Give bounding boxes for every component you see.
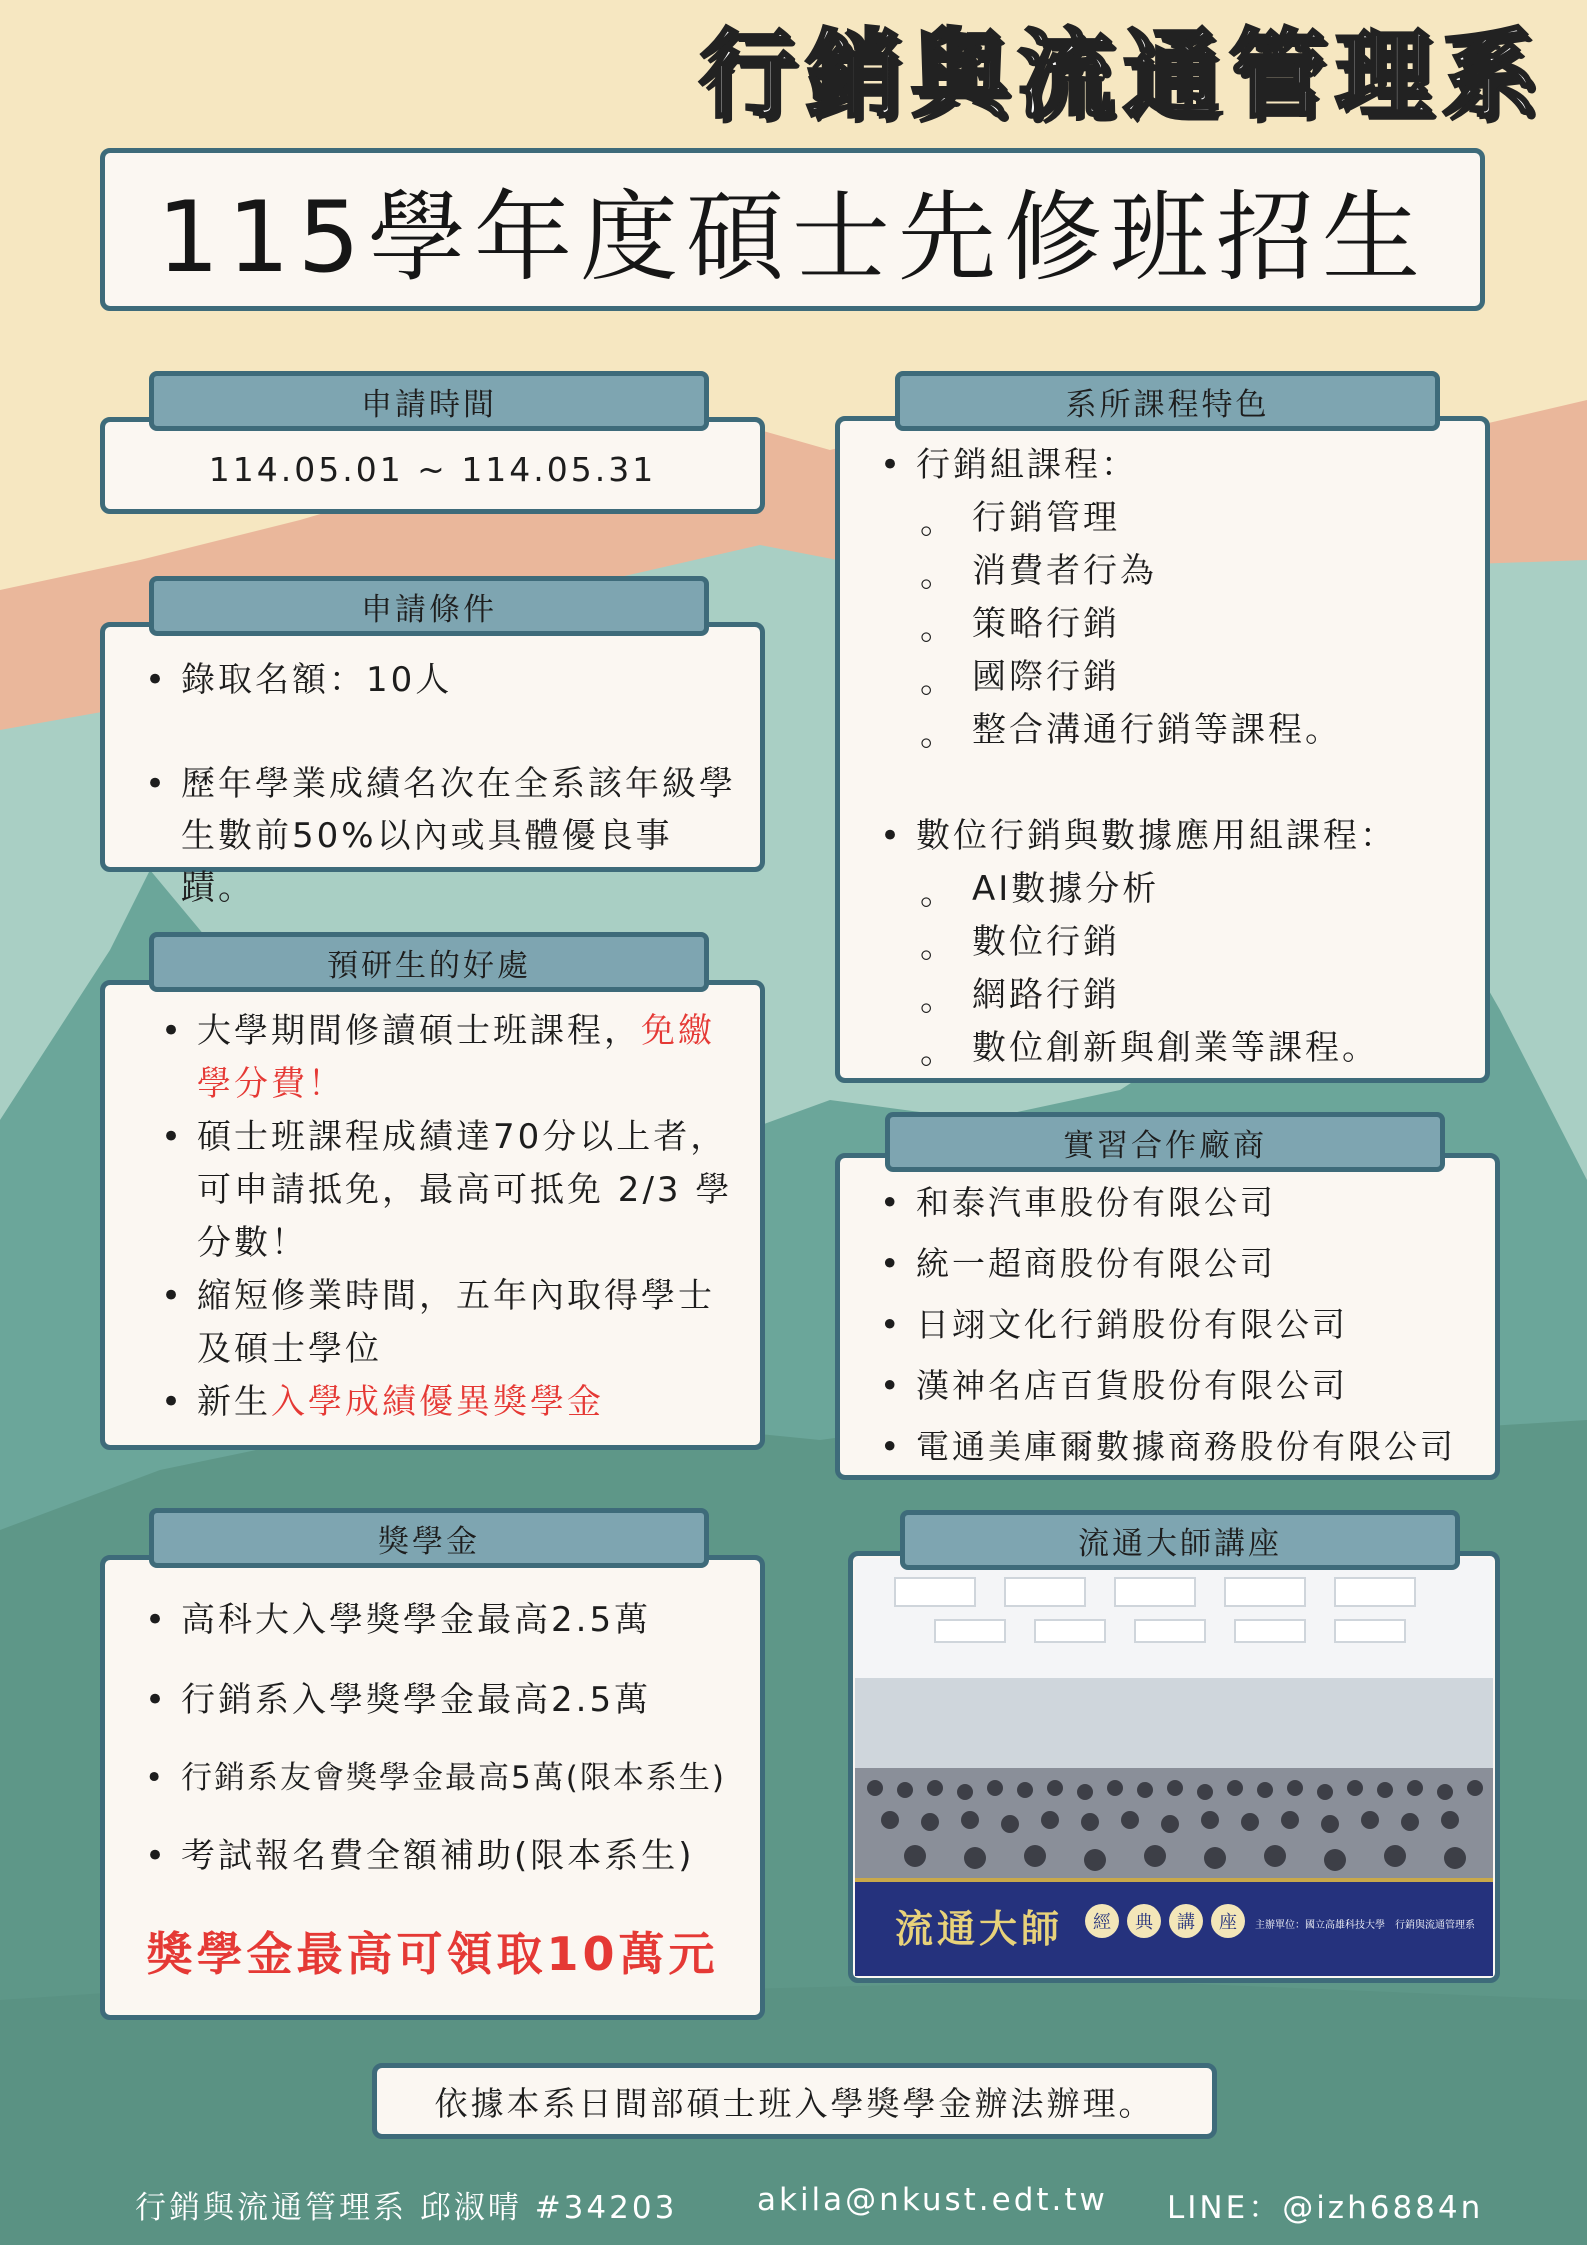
course-item: 。 網路行銷 — [920, 969, 1471, 1022]
course-item: 。 整合溝通行銷等課程。 — [920, 704, 1471, 757]
note-box — [372, 2063, 1217, 2139]
list-item: • 和泰汽車股份有限公司 — [880, 1172, 1485, 1233]
department-title: 行銷與流通管理系 — [699, 19, 1547, 131]
partners-list — [880, 1172, 1485, 1477]
course-item: 。 消費者行為 — [920, 545, 1471, 598]
scholarship-list — [145, 1596, 750, 1880]
list-item: • 碩士班課程成績達70分以上者，可申請抵免，最高可抵免 2/3 學分數！ — [161, 1111, 740, 1270]
list-item: • 高科大入學獎學金最高2.5萬 — [145, 1596, 750, 1676]
course-item: 。 數位創新與創業等課程。 — [920, 1022, 1471, 1075]
banner-char: 典 — [1127, 1904, 1161, 1938]
footer-email[interactable]: akila@nkust.edt.tw — [757, 2182, 1108, 2218]
banner-host: 主辦單位：國立高雄科技大學 — [1255, 1920, 1385, 1931]
lecture-tab: 流通大師講座 — [900, 1510, 1460, 1570]
course-item: 。 策略行銷 — [920, 598, 1471, 651]
banner-char: 座 — [1211, 1904, 1245, 1938]
course-group-2 — [880, 810, 1471, 863]
application-period-tab: 申請時間 — [149, 371, 709, 431]
requirements-list — [145, 654, 746, 914]
benefit-text: 大學期間修讀碩士班課程， — [197, 1011, 641, 1051]
footer-line: LINE：@izh6884n — [1167, 2190, 1484, 2226]
banner-dept: 行銷與流通管理系 — [1395, 1920, 1475, 1931]
banner-chars — [1085, 1904, 1245, 1938]
course-group-1 — [880, 439, 1471, 492]
course-item: 。 國際行銷 — [920, 651, 1471, 704]
list-item: • 錄取名額：10人 — [145, 654, 746, 706]
list-item — [161, 1005, 740, 1111]
list-item: • 電通美庫爾數據商務股份有限公司 — [880, 1416, 1485, 1477]
application-period-card — [100, 417, 765, 514]
course-group-title: • 行銷組課程： — [880, 439, 1471, 492]
benefits-card — [100, 980, 765, 1450]
benefits-list — [161, 1005, 740, 1429]
list-item: • 縮短修業時間，五年內取得學士及碩士學位 — [161, 1270, 740, 1376]
course-group-title: • 數位行銷與數據應用組課程： — [880, 810, 1471, 863]
requirements-card — [100, 622, 765, 908]
benefits-tab: 預研生的好處 — [149, 932, 709, 992]
partners-tab: 實習合作廠商 — [885, 1112, 1445, 1172]
list-item: • 日翊文化行銷股份有限公司 — [880, 1294, 1485, 1355]
list-item: • 漢神名店百貨股份有限公司 — [880, 1355, 1485, 1416]
list-item: • 統一超商股份有限公司 — [880, 1233, 1485, 1294]
partners-card — [835, 1153, 1500, 1480]
requirements-tab: 申請條件 — [149, 576, 709, 636]
list-item: • 歷年學業成績名次在全系該年級學生數前50%以內或具體優良事蹟。 — [145, 758, 746, 914]
banner-char: 講 — [1169, 1904, 1203, 1938]
list-item: • 考試報名費全額補助(限本系生) — [145, 1832, 750, 1880]
benefit-text: 新生 — [197, 1382, 271, 1422]
list-item — [161, 1376, 740, 1429]
scholarship-card — [100, 1555, 765, 2020]
footer-contact: 行銷與流通管理系 邱淑晴 #34203 — [135, 2190, 678, 2226]
benefit-highlight: 入學成績優異獎學金 — [271, 1382, 604, 1422]
course-item: 。 行銷管理 — [920, 492, 1471, 545]
lecture-photo — [855, 1558, 1493, 1976]
list-item: • 行銷系友會獎學金最高5萬(限本系生) — [145, 1754, 750, 1832]
course-list-1 — [920, 492, 1471, 757]
application-dates: 114.05.01 ~ 114.05.31 — [208, 450, 657, 489]
courses-tab: 系所課程特色 — [895, 371, 1440, 431]
course-list-2 — [920, 863, 1471, 1075]
benefit-highlight: 免繳學分費！ — [197, 1011, 715, 1104]
courses-content — [880, 439, 1471, 1075]
scholarship-highlight: 獎學金最高可領取10萬元 — [146, 1927, 719, 1981]
banner-char: 經 — [1085, 1904, 1119, 1938]
list-item: • 行銷系入學獎學金最高2.5萬 — [145, 1676, 750, 1754]
course-item: 。 數位行銷 — [920, 916, 1471, 969]
note-text: 依據本系日間部碩士班入學獎學金辦法辦理。 — [434, 2083, 1155, 2123]
main-title: 115學年度碩士先修班招生 — [100, 148, 1485, 311]
scholarship-tab: 獎學金 — [149, 1508, 709, 1568]
courses-card — [835, 416, 1490, 1083]
course-item: 。 AI數據分析 — [920, 863, 1471, 916]
banner-title: 流通大師 — [895, 1906, 1064, 1951]
